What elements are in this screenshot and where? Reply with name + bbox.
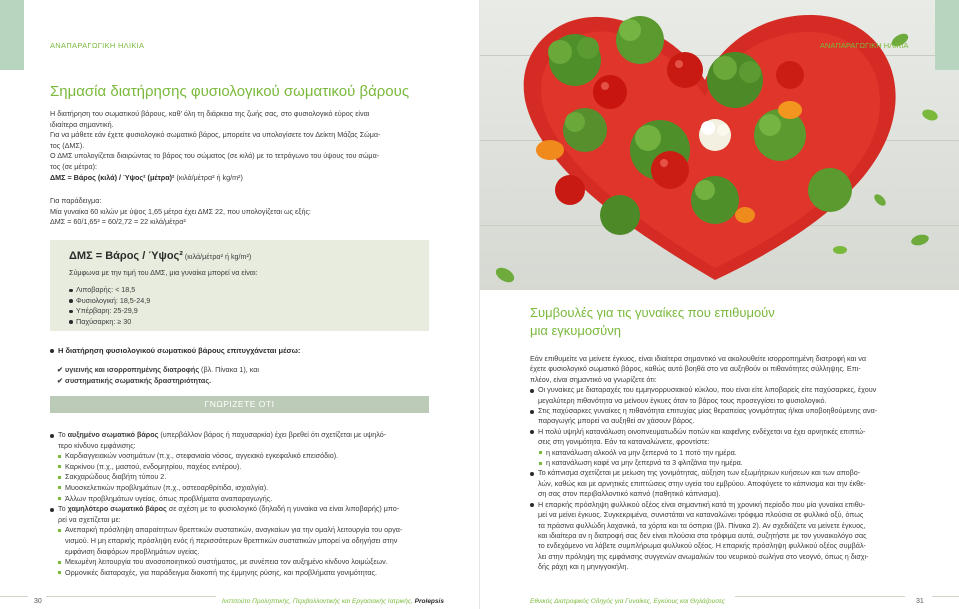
know-post: σε σχέση με το φυσιολογικό (δηλαδή η γυναίκα να είναι λιποβαρής) μπο-	[166, 504, 400, 514]
bmi-categories	[69, 285, 429, 327]
bmi-box-subtitle: Σύμφωνα με την τιμή του ΔΜΣ, μια γυναίκα μπορεί να είναι:	[69, 268, 258, 277]
know-pre: Το	[58, 504, 68, 514]
check-bold: συστηματικής σωματικής δραστηριότητας.	[65, 376, 212, 385]
advice-continuation: λει στην πρόληψη της εμφάνισης συγγενών ανωμαλιών του νευρικού σωλήνα στο νεογνό, όπως η δισχι-	[538, 551, 869, 561]
bmi-category: Υπέρβαρη: 25-29,9	[69, 306, 429, 317]
know-bullet	[50, 504, 429, 515]
example-paragraph	[50, 196, 440, 228]
intro-line: Εάν επιθυμείτε να μείνετε έγκυος, είναι ιδιαίτερα σημαντικό να ακολουθείτε ισορροπημένη διατροφή και να	[530, 354, 866, 363]
footer-rule	[932, 596, 959, 597]
check-rest: (βλ. Πίνακα 1), και	[199, 365, 260, 374]
bmi-category: Παχύσαρκη: ≥ 30	[69, 317, 429, 328]
title-line: μια εγκυμοσύνη	[530, 323, 621, 338]
bmi-category: Φυσιολογική: 18,5-24,9	[69, 296, 429, 307]
advice-continuation: το ενδεχόμενο να λάβετε συμπλήρωμα φυλλικού οξέος. Η επαρκής πρόσληψη φυλλικού οξέος συμβάλ-	[538, 541, 866, 551]
corner-tab	[935, 0, 959, 70]
page-title	[530, 304, 910, 340]
advice-continuation: δής ράχη και η μηνιγγοκήλη.	[538, 562, 629, 572]
title-line: Συμβουλές για τις γυναίκες που επιθυμούν	[530, 305, 775, 320]
check-item	[57, 364, 259, 375]
check-icon: ✔	[57, 376, 64, 385]
intro-line: τος (ΔΜΣ).	[50, 140, 85, 150]
check-list	[57, 364, 259, 386]
know-subitem: Άλλων προβλημάτων υγείας, όπως προβλήματα αναπαραγωγής.	[57, 494, 429, 505]
know-continuation: νισμού. Η μη επαρκής πρόσληψη ενός ή περισσότερων θρεπτικών συστατικών μπορεί να οδηγήσει στην	[65, 535, 398, 545]
know-post: (υπερβάλλον βάρος ή παχυσαρκία) έχει βρεθεί ότι σχετίζεται με υψηλό-	[158, 430, 387, 439]
footer-rule	[0, 596, 28, 597]
footer-rule	[46, 596, 216, 597]
footer-caption	[222, 598, 444, 605]
check-icon: ✔	[57, 365, 64, 374]
formula-line	[50, 173, 440, 184]
page-title: Σημασία διατήρησης φυσιολογικού σωματικού βάρους	[50, 83, 410, 100]
left-page	[0, 0, 479, 609]
know-subitem: Μυοσκελετικών προβλημάτων (π.χ., οστεοαρθρίτιδα, ισχιαλγία).	[57, 483, 429, 494]
advice-bullet: Η πολύ υψηλή κατανάλωση οινοπνευματωδών ποτών και καφεΐνης ενδέχεται να έχει αρνητικές επιπτώ-	[530, 427, 909, 437]
advice-subitem: η κατανάλωση αλκοόλ να μην ξεπερνά το 1 ποτό την ημέρα.	[530, 448, 909, 458]
intro-line: ιδιαίτερα σημαντική.	[50, 119, 114, 129]
advice-continuation: λών, καθώς και με αρνητικές επιπτώσεις στην υγεία του εμβρύου. Αποφύγετε το κάπνισμα και την έκθε-	[538, 478, 866, 488]
formula-bold: ΔΜΣ = Βάρος (κιλά) / Ύψος² (μέτρα)²	[50, 172, 175, 182]
intro-line: Για να μάθετε εάν έχετε φυσιολογικό σωματικό βάρος, μπορείτε να υπολογίσετε τον Δείκτη Μάζας Σώμα-	[50, 130, 381, 140]
advice-bullet: Το κάπνισμα σχετίζεται με μείωση της γονιμότητας, αύξηση των εξωμήτριων κυήσεων και των αποβο-	[530, 468, 909, 478]
know-subitem: Μειωμένη λειτουργία του ανοσοποιητικού συστήματος, με συνέπεια τον αυξημένο κίνδυνο λοιμώξεων.	[57, 557, 429, 568]
bmi-formula: ΔΜΣ = Βάρος / Ύψος²	[69, 250, 183, 262]
know-subitem: Ορμονικές διαταραχές, για παράδειγμα διακοπή της έμμηνης ρύσης, και προβλήματα γονιμότητας.	[57, 568, 429, 579]
advice-body	[530, 354, 909, 573]
bmi-category: Λιποβαρής: < 18,5	[69, 285, 429, 296]
corner-tab	[0, 0, 24, 70]
section-label: ΑΝΑΠΑΡΑΓΩΓΙΚΗ ΗΛΙΚΙΑ	[50, 41, 145, 50]
example-line: Για παράδειγμα:	[50, 196, 102, 205]
know-list	[57, 430, 429, 578]
food-photo	[480, 0, 959, 290]
check-bold: υγιεινής και ισορροπημένης διατροφής	[65, 365, 200, 374]
example-line: Μία γυναίκα 60 κιλών με ύψος 1,65 μέτρα έχει ΔΜΣ 22, που υπολογίζεται ως εξής:	[50, 206, 311, 216]
intro-line: Ο ΔΜΣ υπολογίζεται διαιρώντας το βάρος του σώματος (σε κιλά) με το τετράγωνο του ύψους του σώμα-	[50, 151, 380, 161]
know-pre: Το	[58, 430, 68, 439]
cauliflower	[699, 119, 731, 151]
check-item	[57, 375, 259, 386]
intro-line: Η διατήρηση του σωματικού βάρους, καθ’ όλη τη διάρκεια της ζωής σας, στο φυσιολογικό εύρος είναι	[50, 109, 370, 118]
formula-units: (κιλά/μέτρα² ή kg/m²)	[174, 172, 243, 182]
right-page	[480, 0, 959, 609]
intro-line: πλέον, είναι σημαντικό να γνωρίζετε ότι:	[530, 374, 657, 384]
did-you-know-bar: ΓΝΩΡΙΖΕΤΕ ΟΤΙ	[50, 396, 429, 413]
intro-paragraph	[50, 109, 440, 183]
bmi-box-title	[69, 250, 429, 262]
bmi-units: (κιλά/μέτρα² ή kg/m²)	[182, 252, 252, 261]
know-continuation: ρεί να σχετίζεται με:	[58, 514, 121, 524]
know-subitem: Καρκίνου (π.χ., μαστού, ενδομητρίου, παχέος εντέρου).	[57, 462, 429, 473]
intro-line: τος (σε μέτρα):	[50, 161, 98, 171]
page-number: 30	[34, 598, 42, 605]
footer-caption: Εθνικός Διατροφικός Οδηγός για Γυναίκες, Εγκύους και Θηλάζουσες	[530, 598, 726, 605]
advice-continuation: μεγαλύτερη πιθανότητα να μείνουν έγκυες όταν το βάρος τους προσεγγίσει το φυσιολογικό.	[538, 395, 827, 405]
know-subitem: Καρδιαγγειακών νοσημάτων (π.χ., στεφανιαία νόσος, αγγειακό εγκεφαλικό επεισόδιο).	[57, 451, 429, 462]
footer-brand: Prolepsis	[414, 598, 444, 605]
intro-line: έχετε φυσιολογικό σωματικό βάρος, καθώς αυτό βοηθά στο να αυξηθούν οι πιθανότητες σύλληψης. Επι-	[530, 364, 861, 374]
advice-continuation: ση σας στον περιβαλλοντικό καπνό (παθητικό κάπνισμα).	[538, 489, 721, 499]
section-label: ΑΝΑΠΑΡΑΓΩΓΙΚΗ ΗΛΙΚΙΑ	[820, 41, 909, 50]
footer-rule	[735, 596, 905, 597]
advice-bullet: Στις παχύσαρκες γυναίκες η πιθανότητα επιτυχίας μίας θεραπείας γονιμότητας ή/και υποβοηθούμενης ανα-	[530, 406, 909, 416]
example-line: ΔΜΣ = 60/1,65² = 60/2,72 = 22 κιλά/μέτρα²	[50, 217, 186, 227]
know-bold: χαμηλότερο σωματικό βάρος	[67, 504, 167, 514]
know-continuation: εμφάνιση διαφόρων προβλημάτων υγείας.	[65, 546, 200, 556]
know-bullet	[50, 430, 429, 441]
bmi-box	[50, 240, 429, 331]
advice-continuation: τα πράσινα φυλλώδη λαχανικά, τα χόρτα και τα όσπρια (βλ. Πίνακα 2). Αν σχεδιάζετε να μείνετε έγκυος,	[538, 520, 866, 530]
advice-continuation: παραγωγής μπορεί να αυξηθεί αν χάσουν βάρος.	[538, 416, 695, 426]
know-continuation: τερο κίνδυνο εμφάνισης:	[58, 440, 136, 450]
maintenance-bullet: Η διατήρηση φυσιολογικού σωματικού βάρους επιτυγχάνεται μέσω:	[50, 346, 300, 355]
advice-continuation: μεί να μείνει έγκυος. Συγκεκριμένα, συνιστάται να καταναλώνει τρόφιμα πλούσια σε φυλλικό οξύ, όπως	[538, 510, 864, 520]
advice-subitem: η κατανάλωση καφέ να μην ξεπερνά τα 3 φλιτζάνια την ημέρα.	[530, 458, 909, 468]
footer-institute: Ινστιτούτο Προληπτικής, Περιβαλλοντικής και Εργασιακής Ιατρικής,	[222, 598, 413, 605]
advice-bullet: Η επαρκής πρόσληψη φυλλικού οξέος είναι σημαντική κατά τη χρονική περίοδο που μία γυναίκα επιθυ-	[530, 500, 909, 510]
know-subitem: Ανεπαρκή πρόσληψη απαραίτητων θρεπτικών συστατικών, αναγκαίων για την ομαλή λειτουργία του οργα-	[57, 525, 429, 536]
know-subitem: Σακχαρώδους διαβήτη τύπου 2.	[57, 472, 429, 483]
advice-continuation: και ιδιαίτερα αν η διατροφή σας δεν είναι πλούσια στα τρόφιμα αυτά, συζητήστε με τον γυναικολόγο σας	[538, 530, 867, 540]
page-number: 31	[916, 598, 924, 605]
know-bold: αυξημένο σωματικό βάρος	[67, 430, 159, 439]
advice-continuation: σεις στη γονιμότητα. Εάν τα καταναλώνετε, φροντίστε:	[538, 437, 710, 447]
advice-bullet: Οι γυναίκες με διαταραχές του εμμηνορρυσιακού κύκλου, που είναι είτε λιποβαρείς είτε παχύσαρκες, έχουν	[530, 385, 909, 395]
